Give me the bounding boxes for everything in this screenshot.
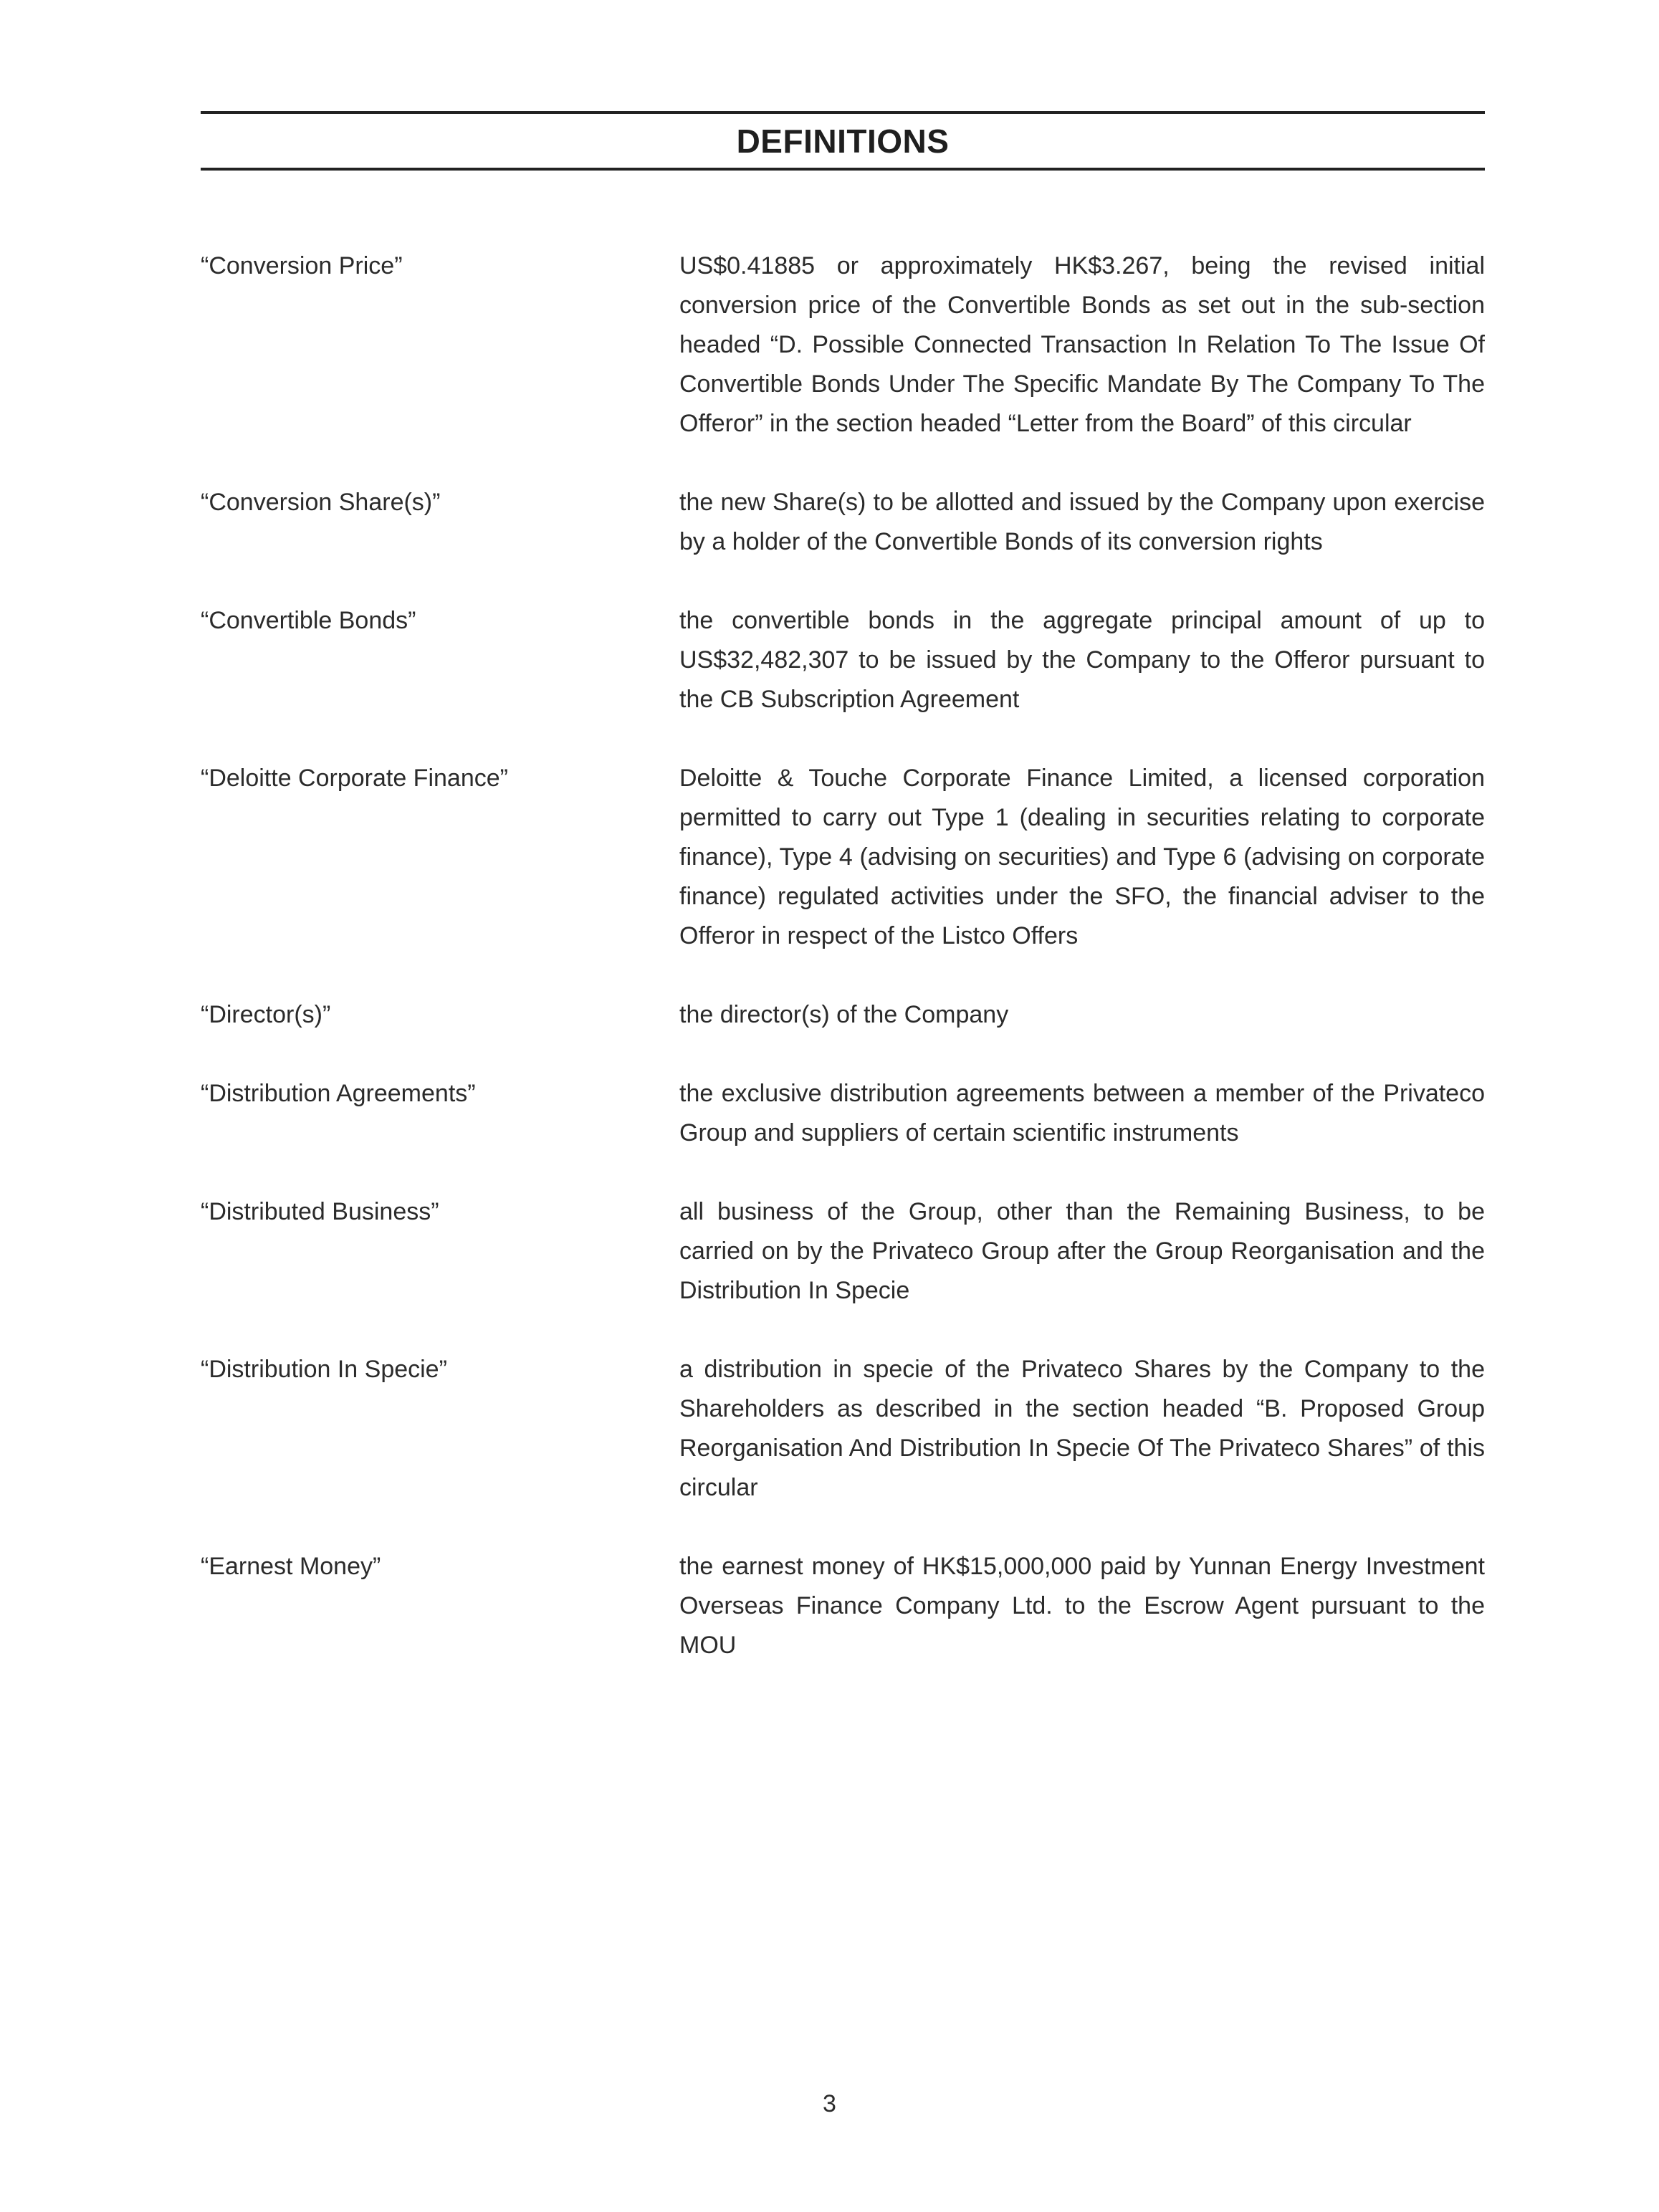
definition-text: the director(s) of the Company [679,1001,1009,1028]
definition-term: “Conversion Price” [201,252,403,279]
definition-text: the exclusive distribution agreements between a member of the Privateco Group and suppliers of certain scientific instruments [679,1080,1485,1146]
definition-entry [201,1192,1485,1311]
definition-entry [201,601,1485,719]
definition-term: “Distribution In Specie” [201,1356,447,1383]
definition-text: the earnest money of HK$15,000,000 paid by Yunnan Energy Investment Overseas Finance Company Ltd. to the Escrow Agent pursuant to the MOU [679,1553,1485,1659]
definition-text: all business of the Group, other than the Remaining Business, to be carried on by the Privateco Group after the Group Reorganisation and the Distribution In Specie [679,1198,1485,1304]
definition-text: a distribution in specie of the Privateco Shares by the Company to the Shareholders as described in the section headed “B. Proposed Group Reorganisation And Distribution In Specie Of The Privateco Shares” of this circular [679,1356,1485,1501]
header-rule-top [201,111,1485,114]
definition-term: “Distribution Agreements” [201,1080,476,1107]
definition-entry [201,1350,1485,1508]
definition-text: Deloitte & Touche Corporate Finance Limited, a licensed corporation permitted to carry out Type 1 (dealing in securities relating to corporate finance), Type 4 (advising on securities) and Type 6 (advising on corporate finance) regulated activities under the SFO, the financial adviser to the Offeror in respect of the Listco Offers [679,765,1485,949]
page-number: 3 [823,2090,836,2117]
definition-entry [201,483,1485,562]
definition-text: the new Share(s) to be allotted and issued by the Company upon exercise by a holder of the Convertible Bonds of its conversion rights [679,489,1485,555]
definition-entry [201,759,1485,956]
definition-entry [201,1547,1485,1665]
definition-text: the convertible bonds in the aggregate principal amount of up to US$32,482,307 to be issued by the Company to the Offeror pursuant to the CB Subscription Agreement [679,607,1485,713]
definitions-list [201,246,1485,1665]
definition-entry [201,1074,1485,1153]
definition-term: “Earnest Money” [201,1553,381,1580]
definition-term: “Director(s)” [201,1001,331,1028]
definition-entry [201,995,1485,1035]
definition-term: “Conversion Share(s)” [201,489,441,516]
header-rule-bottom [201,168,1485,171]
definition-term: “Convertible Bonds” [201,607,416,634]
definition-entry [201,246,1485,444]
page-title: DEFINITIONS [736,123,950,160]
definition-term: “Deloitte Corporate Finance” [201,765,508,792]
definition-term: “Distributed Business” [201,1198,439,1225]
definition-text: US$0.41885 or approximately HK$3.267, being the revised initial conversion price of the Convertible Bonds as set out in the sub-section headed “D. Possible Connected Transaction In Relation To The Issue Of Convertible Bonds Under The Specific Mandate By The Company To The Offeror” in the section headed “Letter from the Board” of this circular [679,252,1485,437]
